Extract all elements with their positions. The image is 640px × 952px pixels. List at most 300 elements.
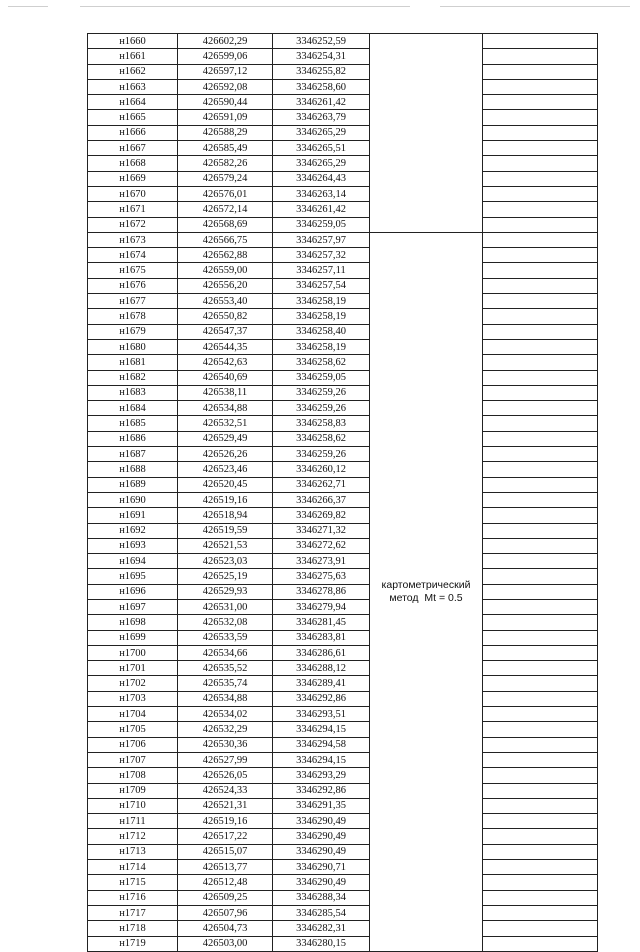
y-coordinate-cell: 3346259,26 [273, 401, 370, 416]
x-coordinate-cell: 426519,59 [178, 523, 273, 538]
y-coordinate-cell: 3346290,49 [273, 829, 370, 844]
y-coordinate-cell: 3346259,26 [273, 447, 370, 462]
point-id-cell: н1682 [88, 370, 178, 385]
y-coordinate-cell: 3346252,59 [273, 34, 370, 49]
table-row [88, 599, 598, 614]
point-id-cell: н1700 [88, 645, 178, 660]
empty-cell [483, 645, 598, 660]
point-id-cell: н1714 [88, 860, 178, 875]
x-coordinate-cell: 426524,33 [178, 783, 273, 798]
y-coordinate-cell: 3346275,63 [273, 569, 370, 584]
table-row [88, 202, 598, 217]
point-id-cell: н1713 [88, 844, 178, 859]
point-id-cell: н1698 [88, 615, 178, 630]
x-coordinate-cell: 426534,88 [178, 401, 273, 416]
x-coordinate-cell: 426579,24 [178, 171, 273, 186]
point-id-cell: н1685 [88, 416, 178, 431]
point-id-cell: н1663 [88, 79, 178, 94]
point-id-cell: н1681 [88, 355, 178, 370]
point-id-cell: н1711 [88, 814, 178, 829]
table-row [88, 355, 598, 370]
x-coordinate-cell: 426532,51 [178, 416, 273, 431]
point-id-cell: н1695 [88, 569, 178, 584]
x-coordinate-cell: 426523,03 [178, 554, 273, 569]
x-coordinate-cell: 426527,99 [178, 752, 273, 767]
table-row [88, 156, 598, 171]
y-coordinate-cell: 3346269,82 [273, 508, 370, 523]
point-id-cell: н1696 [88, 584, 178, 599]
x-coordinate-cell: 426597,12 [178, 64, 273, 79]
point-id-cell: н1668 [88, 156, 178, 171]
y-coordinate-cell: 3346292,86 [273, 783, 370, 798]
point-id-cell: н1705 [88, 722, 178, 737]
empty-cell [483, 875, 598, 890]
empty-cell [483, 110, 598, 125]
table-row [88, 844, 598, 859]
x-coordinate-cell: 426550,82 [178, 309, 273, 324]
y-coordinate-cell: 3346258,62 [273, 355, 370, 370]
y-coordinate-cell: 3346291,35 [273, 798, 370, 813]
y-coordinate-cell: 3346294,58 [273, 737, 370, 752]
table-row [88, 722, 598, 737]
y-coordinate-cell: 3346290,49 [273, 844, 370, 859]
point-id-cell: н1684 [88, 401, 178, 416]
table-row [88, 661, 598, 676]
table-row [88, 339, 598, 354]
empty-cell [483, 691, 598, 706]
table-row [88, 645, 598, 660]
x-coordinate-cell: 426535,52 [178, 661, 273, 676]
empty-cell [483, 630, 598, 645]
table-row [88, 860, 598, 875]
y-coordinate-cell: 3346259,05 [273, 217, 370, 232]
y-coordinate-cell: 3346257,54 [273, 278, 370, 293]
point-id-cell: н1665 [88, 110, 178, 125]
point-id-cell: н1679 [88, 324, 178, 339]
empty-cell [483, 232, 598, 247]
x-coordinate-cell: 426518,94 [178, 508, 273, 523]
empty-cell [483, 661, 598, 676]
x-coordinate-cell: 426515,07 [178, 844, 273, 859]
x-coordinate-cell: 426526,26 [178, 447, 273, 462]
x-coordinate-cell: 426532,29 [178, 722, 273, 737]
y-coordinate-cell: 3346261,42 [273, 202, 370, 217]
table-row [88, 492, 598, 507]
x-coordinate-cell: 426566,75 [178, 232, 273, 247]
table-row [88, 462, 598, 477]
y-coordinate-cell: 3346273,91 [273, 554, 370, 569]
y-coordinate-cell: 3346257,32 [273, 248, 370, 263]
point-id-cell: н1674 [88, 248, 178, 263]
empty-cell [483, 141, 598, 156]
table-row [88, 890, 598, 905]
point-id-cell: н1669 [88, 171, 178, 186]
table-row [88, 707, 598, 722]
x-coordinate-cell: 426521,31 [178, 798, 273, 813]
x-coordinate-cell: 426525,19 [178, 569, 273, 584]
y-coordinate-cell: 3346258,19 [273, 339, 370, 354]
point-id-cell: н1702 [88, 676, 178, 691]
empty-cell [483, 278, 598, 293]
empty-cell [483, 248, 598, 263]
y-coordinate-cell: 3346289,41 [273, 676, 370, 691]
table-row [88, 79, 598, 94]
y-coordinate-cell: 3346292,86 [273, 691, 370, 706]
x-coordinate-cell: 426568,69 [178, 217, 273, 232]
point-id-cell: н1693 [88, 538, 178, 553]
table-row [88, 691, 598, 706]
point-id-cell: н1716 [88, 890, 178, 905]
x-coordinate-cell: 426559,00 [178, 263, 273, 278]
x-coordinate-cell: 426585,49 [178, 141, 273, 156]
empty-cell [483, 339, 598, 354]
empty-cell [483, 431, 598, 446]
empty-cell [483, 936, 598, 951]
empty-cell [483, 447, 598, 462]
empty-cell [483, 309, 598, 324]
y-coordinate-cell: 3346288,12 [273, 661, 370, 676]
empty-cell [483, 814, 598, 829]
empty-cell [483, 462, 598, 477]
empty-cell [483, 49, 598, 64]
table-row [88, 141, 598, 156]
empty-cell [483, 707, 598, 722]
x-coordinate-cell: 426521,53 [178, 538, 273, 553]
y-coordinate-cell: 3346257,97 [273, 232, 370, 247]
x-coordinate-cell: 426519,16 [178, 814, 273, 829]
table-row [88, 401, 598, 416]
point-id-cell: н1706 [88, 737, 178, 752]
table-row [88, 814, 598, 829]
point-id-cell: н1687 [88, 447, 178, 462]
point-id-cell: н1664 [88, 95, 178, 110]
y-coordinate-cell: 3346258,19 [273, 309, 370, 324]
table-row [88, 186, 598, 201]
table-row [88, 263, 598, 278]
x-coordinate-cell: 426532,08 [178, 615, 273, 630]
y-coordinate-cell: 3346272,62 [273, 538, 370, 553]
table-row [88, 737, 598, 752]
table-row [88, 630, 598, 645]
point-id-cell: н1710 [88, 798, 178, 813]
x-coordinate-cell: 426504,73 [178, 921, 273, 936]
y-coordinate-cell: 3346278,86 [273, 584, 370, 599]
empty-cell [483, 722, 598, 737]
y-coordinate-cell: 3346279,94 [273, 599, 370, 614]
point-id-cell: н1677 [88, 294, 178, 309]
empty-cell [483, 370, 598, 385]
table-row [88, 676, 598, 691]
table-row [88, 278, 598, 293]
table-row [88, 95, 598, 110]
table-row [88, 447, 598, 462]
y-coordinate-cell: 3346294,15 [273, 752, 370, 767]
y-coordinate-cell: 3346265,29 [273, 156, 370, 171]
table-row [88, 171, 598, 186]
empty-cell [483, 615, 598, 630]
table-row [88, 217, 598, 232]
empty-cell [483, 860, 598, 875]
x-coordinate-cell: 426576,01 [178, 186, 273, 201]
y-coordinate-cell: 3346290,49 [273, 814, 370, 829]
y-coordinate-cell: 3346258,19 [273, 294, 370, 309]
empty-cell [483, 676, 598, 691]
x-coordinate-cell: 426547,37 [178, 324, 273, 339]
point-id-cell: н1712 [88, 829, 178, 844]
table-row [88, 508, 598, 523]
empty-cell [483, 921, 598, 936]
table-row [88, 752, 598, 767]
point-id-cell: н1678 [88, 309, 178, 324]
empty-cell [483, 905, 598, 920]
table-row [88, 921, 598, 936]
empty-cell [483, 844, 598, 859]
point-id-cell: н1701 [88, 661, 178, 676]
table-row [88, 477, 598, 492]
y-coordinate-cell: 3346263,14 [273, 186, 370, 201]
table-row [88, 936, 598, 951]
table-row [88, 324, 598, 339]
table-row [88, 49, 598, 64]
table-row [88, 232, 598, 247]
empty-cell [483, 125, 598, 140]
x-coordinate-cell: 426556,20 [178, 278, 273, 293]
x-coordinate-cell: 426591,09 [178, 110, 273, 125]
table-row [88, 125, 598, 140]
empty-cell [483, 538, 598, 553]
point-id-cell: н1675 [88, 263, 178, 278]
table-row [88, 538, 598, 553]
table-row [88, 416, 598, 431]
y-coordinate-cell: 3346285,54 [273, 905, 370, 920]
table-row [88, 248, 598, 263]
x-coordinate-cell: 426572,14 [178, 202, 273, 217]
empty-cell [483, 186, 598, 201]
y-coordinate-cell: 3346290,49 [273, 875, 370, 890]
y-coordinate-cell: 3346283,81 [273, 630, 370, 645]
point-id-cell: н1670 [88, 186, 178, 201]
table-row [88, 584, 598, 599]
y-coordinate-cell: 3346258,83 [273, 416, 370, 431]
table-row [88, 294, 598, 309]
empty-cell [483, 294, 598, 309]
x-coordinate-cell: 426529,93 [178, 584, 273, 599]
empty-cell [483, 477, 598, 492]
y-coordinate-cell: 3346261,42 [273, 95, 370, 110]
empty-cell [483, 752, 598, 767]
empty-cell [483, 737, 598, 752]
y-coordinate-cell: 3346290,71 [273, 860, 370, 875]
y-coordinate-cell: 3346286,61 [273, 645, 370, 660]
point-id-cell: н1717 [88, 905, 178, 920]
y-coordinate-cell: 3346264,43 [273, 171, 370, 186]
x-coordinate-cell: 426562,88 [178, 248, 273, 263]
table-row [88, 905, 598, 920]
x-coordinate-cell: 426517,22 [178, 829, 273, 844]
y-coordinate-cell: 3346281,45 [273, 615, 370, 630]
x-coordinate-cell: 426540,69 [178, 370, 273, 385]
y-coordinate-cell: 3346258,60 [273, 79, 370, 94]
empty-cell [483, 829, 598, 844]
x-coordinate-cell: 426531,00 [178, 599, 273, 614]
empty-cell [483, 523, 598, 538]
point-id-cell: н1715 [88, 875, 178, 890]
table-row [88, 34, 598, 49]
point-id-cell: н1673 [88, 232, 178, 247]
empty-cell [483, 554, 598, 569]
empty-cell [483, 156, 598, 171]
table-row [88, 615, 598, 630]
y-coordinate-cell: 3346271,32 [273, 523, 370, 538]
y-coordinate-cell: 3346280,15 [273, 936, 370, 951]
scan-header-line-left [8, 6, 48, 7]
x-coordinate-cell: 426553,40 [178, 294, 273, 309]
point-id-cell: н1699 [88, 630, 178, 645]
empty-cell [483, 890, 598, 905]
table-row [88, 569, 598, 584]
empty-cell [483, 768, 598, 783]
x-coordinate-cell: 426602,29 [178, 34, 273, 49]
point-id-cell: н1690 [88, 492, 178, 507]
table-row [88, 829, 598, 844]
x-coordinate-cell: 426534,02 [178, 707, 273, 722]
empty-cell [483, 355, 598, 370]
x-coordinate-cell: 426582,26 [178, 156, 273, 171]
point-id-cell: н1680 [88, 339, 178, 354]
empty-cell [483, 64, 598, 79]
point-id-cell: н1688 [88, 462, 178, 477]
y-coordinate-cell: 3346263,79 [273, 110, 370, 125]
empty-cell [483, 95, 598, 110]
table-row [88, 875, 598, 890]
y-coordinate-cell: 3346262,71 [273, 477, 370, 492]
y-coordinate-cell: 3346258,62 [273, 431, 370, 446]
table-row [88, 798, 598, 813]
table-row [88, 431, 598, 446]
point-id-cell: н1686 [88, 431, 178, 446]
table-row [88, 783, 598, 798]
table-row [88, 554, 598, 569]
scan-header-line-right [440, 6, 630, 7]
point-id-cell: н1692 [88, 523, 178, 538]
empty-cell [483, 492, 598, 507]
table-row [88, 309, 598, 324]
x-coordinate-cell: 426530,36 [178, 737, 273, 752]
point-id-cell: н1661 [88, 49, 178, 64]
point-id-cell: н1683 [88, 385, 178, 400]
table-row [88, 110, 598, 125]
method-cell-empty [370, 34, 483, 233]
y-coordinate-cell: 3346260,12 [273, 462, 370, 477]
empty-cell [483, 508, 598, 523]
point-id-cell: н1671 [88, 202, 178, 217]
y-coordinate-cell: 3346259,26 [273, 385, 370, 400]
x-coordinate-cell: 426523,46 [178, 462, 273, 477]
empty-cell [483, 783, 598, 798]
y-coordinate-cell: 3346293,29 [273, 768, 370, 783]
y-coordinate-cell: 3346257,11 [273, 263, 370, 278]
x-coordinate-cell: 426590,44 [178, 95, 273, 110]
y-coordinate-cell: 3346265,51 [273, 141, 370, 156]
empty-cell [483, 798, 598, 813]
table-row [88, 523, 598, 538]
y-coordinate-cell: 3346293,51 [273, 707, 370, 722]
y-coordinate-cell: 3346265,29 [273, 125, 370, 140]
x-coordinate-cell: 426534,66 [178, 645, 273, 660]
x-coordinate-cell: 426509,25 [178, 890, 273, 905]
empty-cell [483, 401, 598, 416]
x-coordinate-cell: 426544,35 [178, 339, 273, 354]
x-coordinate-cell: 426526,05 [178, 768, 273, 783]
x-coordinate-cell: 426599,06 [178, 49, 273, 64]
empty-cell [483, 263, 598, 278]
empty-cell [483, 569, 598, 584]
empty-cell [483, 217, 598, 232]
point-id-cell: н1718 [88, 921, 178, 936]
table-row [88, 370, 598, 385]
point-id-cell: н1709 [88, 783, 178, 798]
empty-cell [483, 79, 598, 94]
coordinates-table-body [88, 34, 598, 952]
point-id-cell: н1667 [88, 141, 178, 156]
point-id-cell: н1672 [88, 217, 178, 232]
coordinates-table [87, 33, 598, 952]
x-coordinate-cell: 426520,45 [178, 477, 273, 492]
empty-cell [483, 34, 598, 49]
x-coordinate-cell: 426538,11 [178, 385, 273, 400]
point-id-cell: н1707 [88, 752, 178, 767]
empty-cell [483, 416, 598, 431]
x-coordinate-cell: 426533,59 [178, 630, 273, 645]
point-id-cell: н1666 [88, 125, 178, 140]
table-row [88, 768, 598, 783]
x-coordinate-cell: 426503,00 [178, 936, 273, 951]
point-id-cell: н1697 [88, 599, 178, 614]
table-row [88, 64, 598, 79]
scan-header-line-mid [80, 6, 410, 7]
y-coordinate-cell: 3346282,31 [273, 921, 370, 936]
point-id-cell: н1662 [88, 64, 178, 79]
y-coordinate-cell: 3346255,82 [273, 64, 370, 79]
point-id-cell: н1708 [88, 768, 178, 783]
x-coordinate-cell: 426513,77 [178, 860, 273, 875]
x-coordinate-cell: 426588,29 [178, 125, 273, 140]
x-coordinate-cell: 426534,88 [178, 691, 273, 706]
point-id-cell: н1676 [88, 278, 178, 293]
point-id-cell: н1703 [88, 691, 178, 706]
point-id-cell: н1660 [88, 34, 178, 49]
point-id-cell: н1689 [88, 477, 178, 492]
method-label-line1: картометрический [381, 578, 471, 591]
empty-cell [483, 171, 598, 186]
y-coordinate-cell: 3346294,15 [273, 722, 370, 737]
x-coordinate-cell: 426542,63 [178, 355, 273, 370]
empty-cell [483, 599, 598, 614]
y-coordinate-cell: 3346258,40 [273, 324, 370, 339]
y-coordinate-cell: 3346254,31 [273, 49, 370, 64]
method-cell [370, 232, 483, 951]
x-coordinate-cell: 426535,74 [178, 676, 273, 691]
point-id-cell: н1704 [88, 707, 178, 722]
y-coordinate-cell: 3346288,34 [273, 890, 370, 905]
point-id-cell: н1694 [88, 554, 178, 569]
x-coordinate-cell: 426512,48 [178, 875, 273, 890]
x-coordinate-cell: 426519,16 [178, 492, 273, 507]
point-id-cell: н1719 [88, 936, 178, 951]
empty-cell [483, 385, 598, 400]
x-coordinate-cell: 426529,49 [178, 431, 273, 446]
point-id-cell: н1691 [88, 508, 178, 523]
